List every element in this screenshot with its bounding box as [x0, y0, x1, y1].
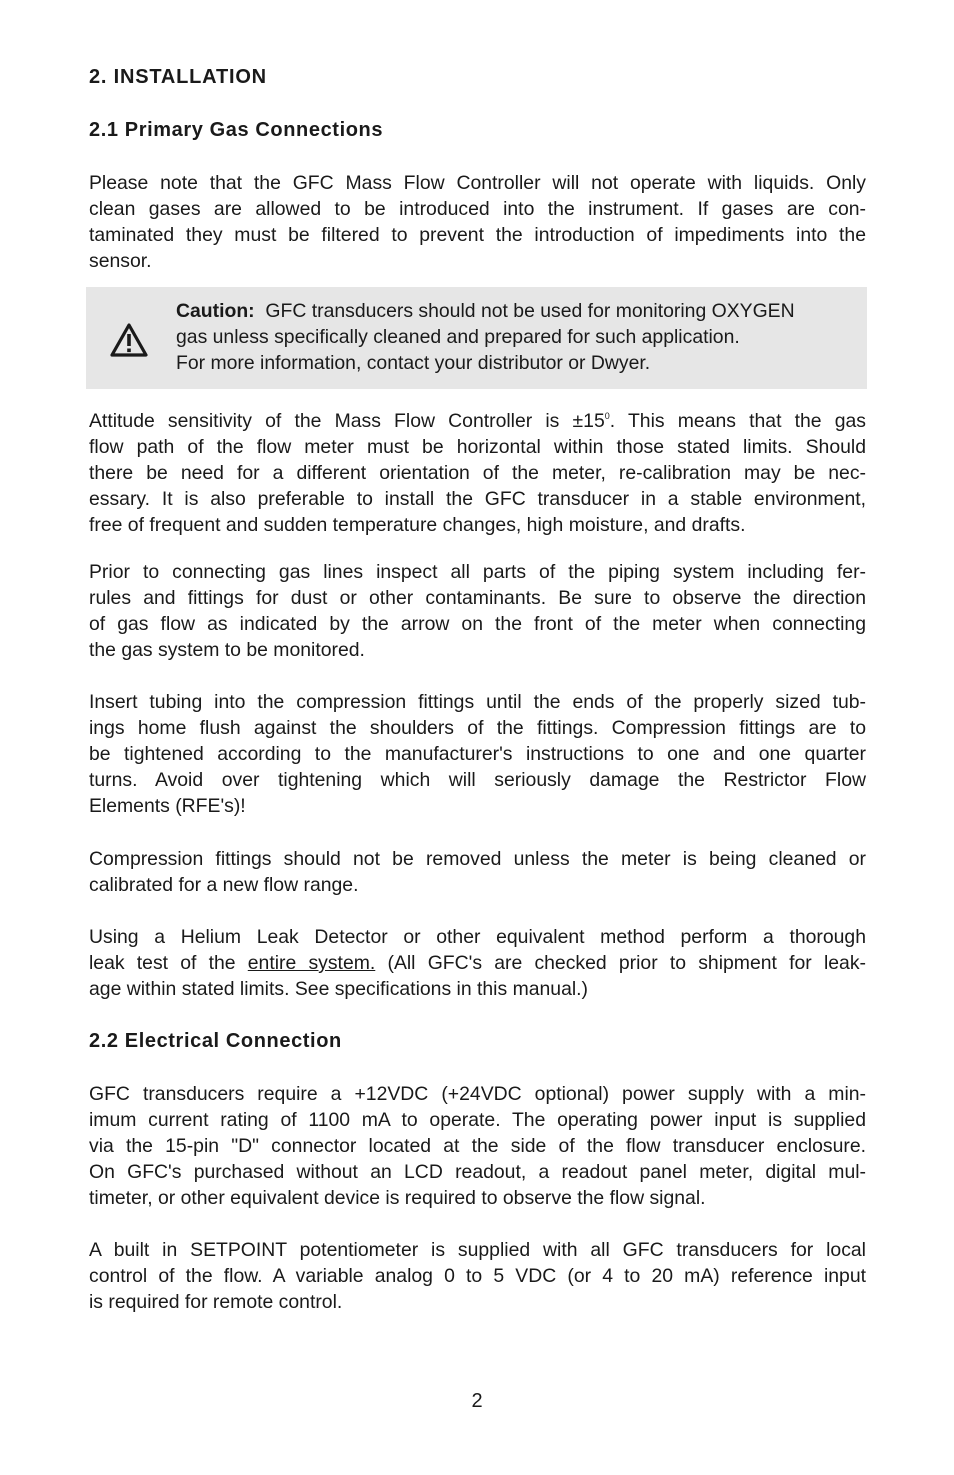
paragraph-gas-purity	[89, 170, 866, 274]
text-line: the gas system to be monitored.	[89, 639, 365, 661]
text-line: free of frequent and sudden temperature changes, high moisture, and drafts.	[89, 514, 746, 536]
paragraph-power-supply	[89, 1081, 866, 1211]
text-line: control of the flow. A variable analog 0 to 5 VDC (or 4 to 20 mA) reference input	[89, 1265, 866, 1287]
text-line: imum current rating of 1100 mA to operate. The operating power input is supplied	[89, 1109, 866, 1131]
text-fragment: . This means that the gas	[609, 410, 866, 432]
text-line: A built in SETPOINT potentiometer is supplied with all GFC transducers for local	[89, 1239, 866, 1261]
caution-line-1: GFC transducers should not be used for monitoring OXYGEN	[265, 300, 795, 322]
text-fragment: leak test of the	[89, 952, 248, 974]
paragraph-insert-tubing	[89, 689, 866, 819]
text-line: flow path of the flow meter must be horizontal within those stated limits. Should	[89, 436, 866, 458]
text-line: clean gases are allowed to be introduced into the instrument. If gases are con-	[89, 198, 866, 220]
section-2-2-heading: 2.2 Electrical Connection	[89, 1030, 342, 1052]
text-line: GFC transducers require a +12VDC (+24VDC optional) power supply with a min-	[89, 1083, 866, 1105]
text-line: sensor.	[89, 250, 152, 272]
text-line: Using a Helium Leak Detector or other equivalent method perform a thorough	[89, 926, 866, 948]
text-line: timeter, or other equivalent device is required to observe the flow signal.	[89, 1187, 706, 1209]
caution-line-3: For more information, contact your distributor or Dwyer.	[176, 352, 651, 374]
paragraph-attitude-sensitivity	[89, 403, 866, 538]
text-line: essary. It is also preferable to install the GFC transducer in a stable environment,	[89, 488, 866, 510]
text-line: turns. Avoid over tightening which will seriously damage the Restrictor Flow	[89, 769, 866, 791]
text-line: there be need for a different orientation of the meter, re-calibration may be nec-	[89, 462, 866, 484]
chapter-heading: 2. INSTALLATION	[89, 66, 267, 88]
text-line: calibrated for a new flow range.	[89, 874, 359, 896]
page-number: 2	[471, 1390, 483, 1412]
text-line: On GFC's purchased without an LCD readout, a readout panel meter, digital mul-	[89, 1161, 866, 1183]
text-line: of gas flow as indicated by the arrow on the front of the meter when connecting	[89, 613, 866, 635]
caution-line-2: gas unless specifically cleaned and prepared for such application.	[176, 326, 740, 348]
caution-text	[176, 298, 866, 376]
paragraph-inspect-piping	[89, 559, 866, 663]
text-line: Compression fittings should not be removed unless the meter is being cleaned or	[89, 848, 866, 870]
caution-label: Caution:	[176, 300, 255, 322]
text-line: via the 15-pin "D" connector located at the side of the flow transducer enclosure.	[89, 1135, 866, 1157]
entire-system-underlined: entire system.	[247, 952, 376, 974]
caution-box	[86, 287, 867, 389]
text-fragment: Attitude sensitivity of the Mass Flow Controller is ±15	[89, 410, 605, 432]
text-line: Please note that the GFC Mass Flow Controller will not operate with liquids. Only	[89, 172, 866, 194]
paragraph-leak-test	[89, 924, 866, 1002]
text-line: be tightened according to the manufacturer's instructions to one and one quarter	[89, 743, 866, 765]
warning-triangle-icon	[110, 323, 148, 357]
text-fragment: (All GFC's are checked prior to shipment for leak-	[375, 952, 866, 974]
text-line: Prior to connecting gas lines inspect all parts of the piping system including fer-	[89, 561, 866, 583]
text-line: Elements (RFE's)!	[89, 795, 246, 817]
paragraph-setpoint	[89, 1237, 866, 1315]
section-2-1-heading: 2.1 Primary Gas Connections	[89, 119, 384, 141]
text-line: ings home flush against the shoulders of the fittings. Compression fittings are to	[89, 717, 866, 739]
text-line: age within stated limits. See specifications in this manual.)	[89, 978, 589, 1000]
text-line: Insert tubing into the compression fittings until the ends of the properly sized tub-	[89, 691, 866, 713]
text-line: rules and fittings for dust or other contaminants. Be sure to observe the direction	[89, 587, 866, 609]
degree-superscript: 0	[604, 411, 610, 421]
paragraph-compression-fittings	[89, 846, 866, 898]
text-line: taminated they must be filtered to prevent the introduction of impediments into the	[89, 224, 866, 246]
text-line: is required for remote control.	[89, 1291, 343, 1313]
